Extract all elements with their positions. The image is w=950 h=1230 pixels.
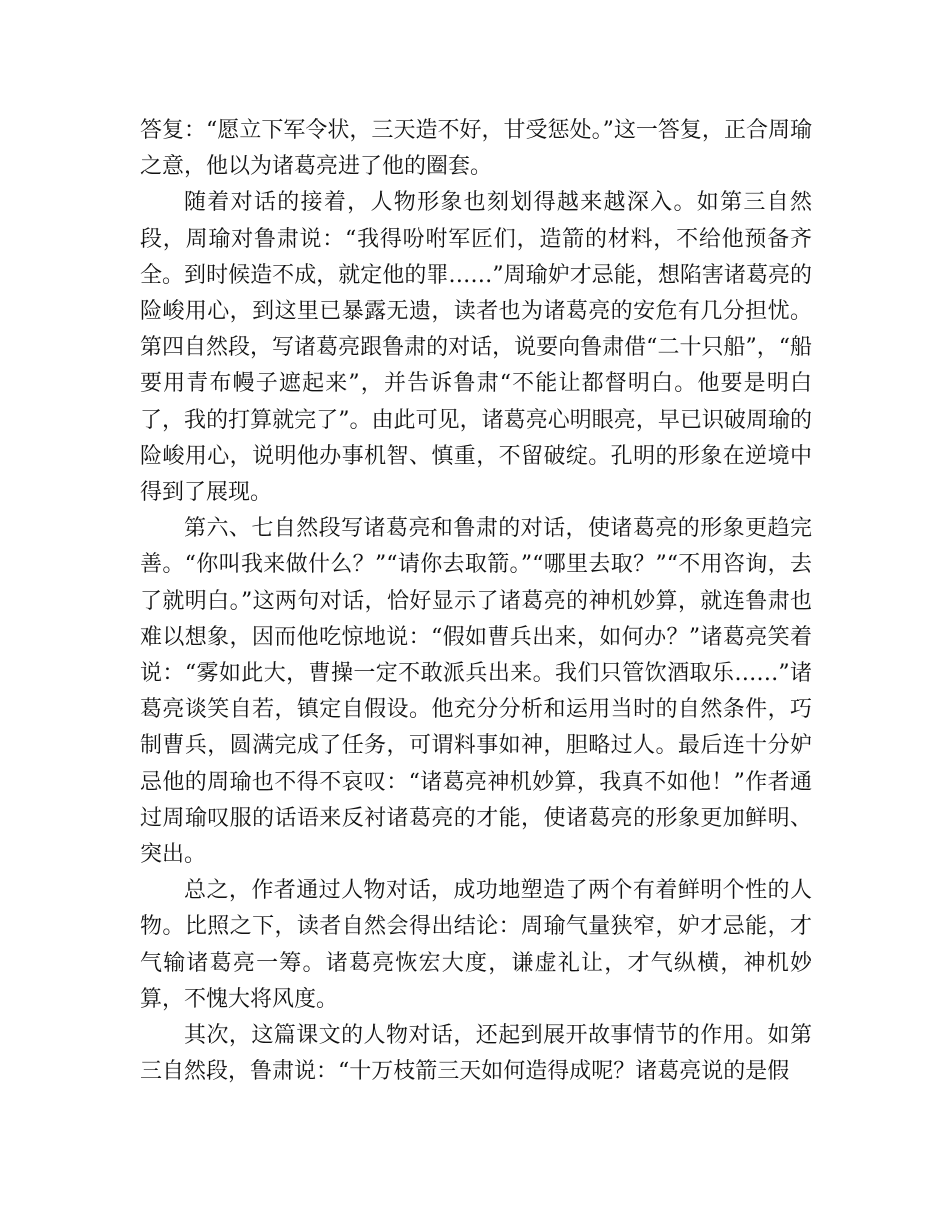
paragraph-2: 随着对话的接着，人物形象也刻划得越来越深入。如第三自然段，周瑜对鲁肃说：“我得吩咐军匠们，造箭的材料，不给他预备齐全。到时候造不成，就定他的罪……”周瑜妒才忌能，想陷害诸葛亮的险峻用心，到这里已暴露无遗，读者也为诸葛亮的安危有几分担忧。第四自然段，写诸葛亮跟鲁肃的对话，说要向鲁肃借“二十只船”，“船要用青布幔子遮起来”，并告诉鲁肃“不能让都督明白。他要是明白了，我的打算就完了”。由此可见，诸葛亮心明眼亮，早已识破周瑜的险峻用心，说明他办事机智、慎重，不留破绽。孔明的形象在逆境中得到了展现。 <box>140 190 812 506</box>
document-body <box>140 113 812 1090</box>
paragraph-1: 答复：“愿立下军令状，三天造不好，甘受惩处。”这一答复，正合周瑜之意，他以为诸葛亮进了他的圈套。 <box>140 118 812 180</box>
paragraph-3: 第六、七自然段写诸葛亮和鲁肃的对话，使诸葛亮的形象更趋完善。“你叫我来做什么？”“请你去取箭。”“哪里去取？”“不用咨询，去了就明白。”这两句对话，恰好显示了诸葛亮的神机妙算，就连鲁肃也难以想象，因而他吃惊地说：“假如曹兵出来，如何办？”诸葛亮笑着说：“雾如此大，曹操一定不敢派兵出来。我们只管饮酒取乐……”诸葛亮谈笑自若，镇定自假设。他充分分析和运用当时的自然条件，巧制曹兵，圆满完成了任务，可谓料事如神，胆略过人。最后连十分妒忌他的周瑜也不得不哀叹：“诸葛亮神机妙算，我真不如他！”作者通过周瑜叹服的话语来反衬诸葛亮的才能，使诸葛亮的形象更加鲜明、突出。 <box>140 516 812 868</box>
paragraph-5: 其次，这篇课文的人物对话，还起到展开故事情节的作用。如第三自然段，鲁肃说：“十万枝箭三天如何造得成呢？诸葛亮说的是假 <box>140 1023 812 1085</box>
paragraph-4: 总之，作者通过人物对话，成功地塑造了两个有着鲜明个性的人物。比照之下，读者自然会得出结论：周瑜气量狭窄，妒才忌能，才气输诸葛亮一筹。诸葛亮恢宏大度，谦虚礼让，才气纵横，神机妙算，不愧大将风度。 <box>140 878 812 1012</box>
